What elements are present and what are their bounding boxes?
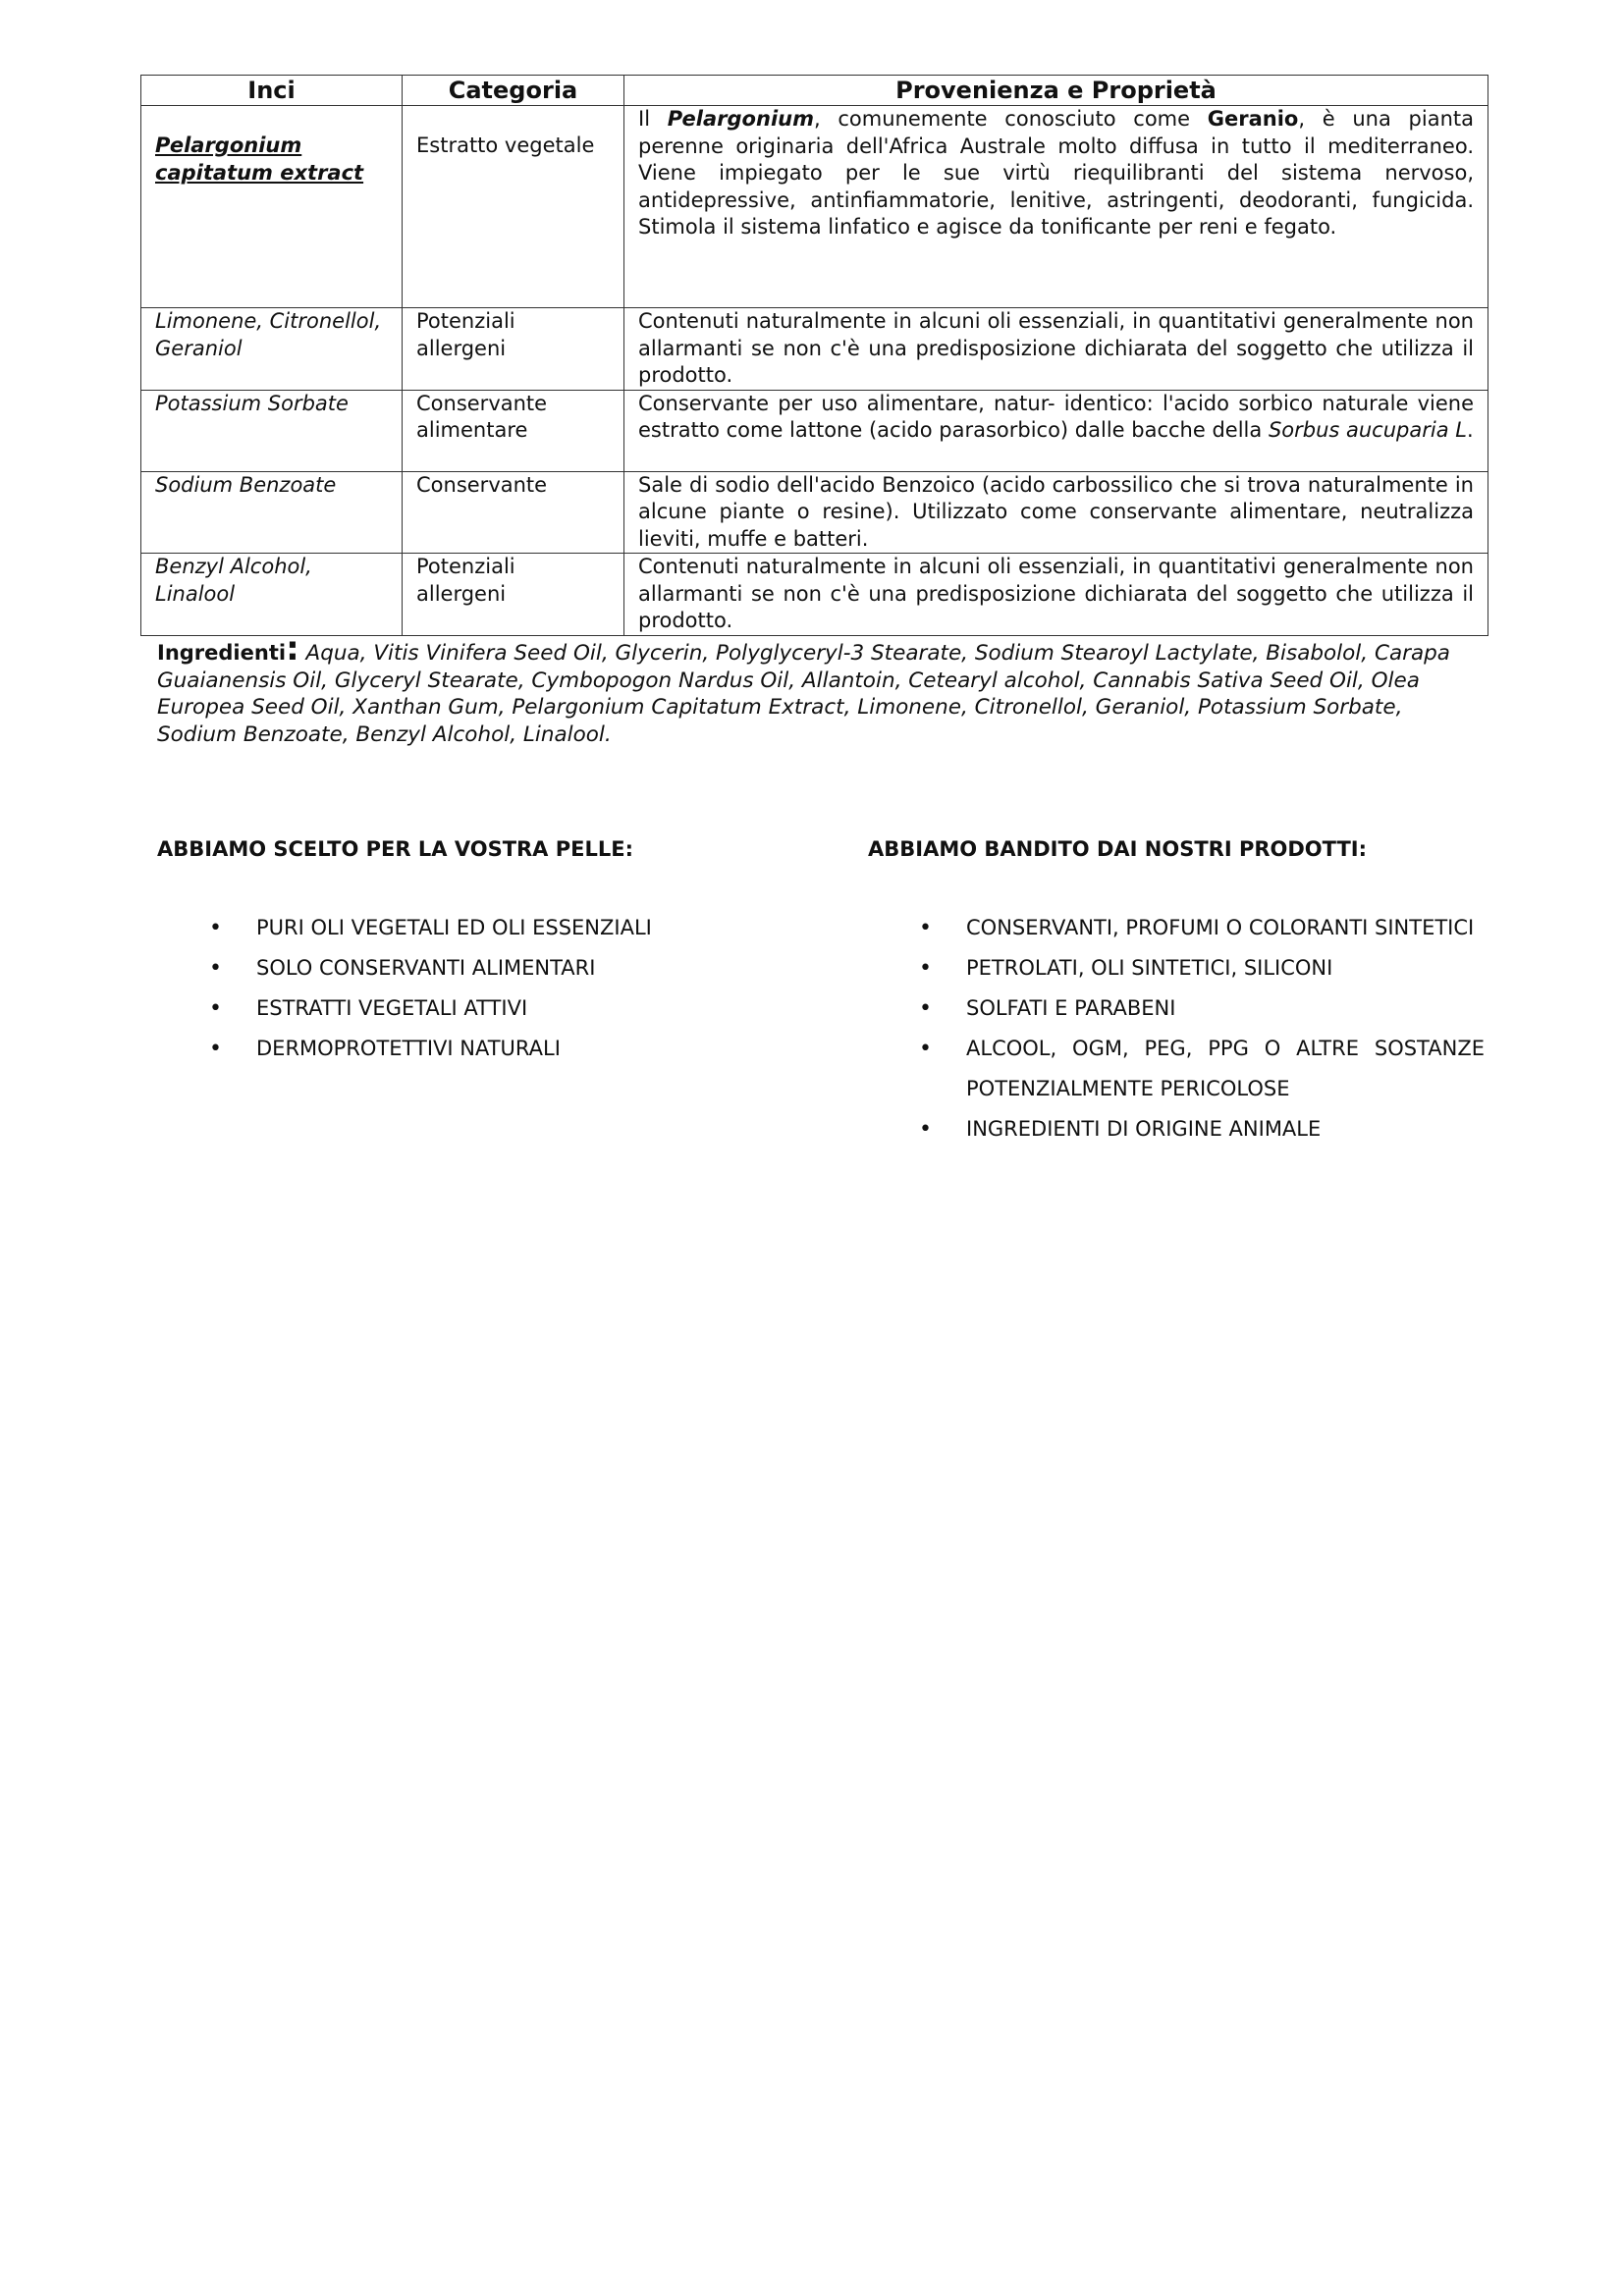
list-item: • SOLFATI E PARABENI [919, 988, 1485, 1029]
inci-name: Benzyl Alcohol, Linalool [141, 554, 403, 636]
ingredients-colon: : [286, 629, 299, 668]
inci-table [140, 75, 1488, 636]
list-item: • ESTRATTI VEGETALI ATTIVI [209, 988, 759, 1029]
inci-name: Potassium Sorbate [141, 390, 403, 471]
list-item: • PETROLATI, OLI SINTETICI, SILICONI [919, 948, 1485, 988]
table-row [141, 554, 1488, 636]
header-inci: Inci [141, 76, 403, 106]
description-cell: Sale di sodio dell'acido Benzoico (acido carbossilico che si trova naturalmente in alcune piante o resine). Utilizzato come conservante alimentare, neutralizza lieviti, muffe e batteri. [624, 471, 1488, 554]
categoria-cell: Potenziali allergeni [403, 308, 624, 391]
table-row [141, 308, 1488, 391]
description-cell: Il Pelargonium, comunemente conosciuto come Geranio, è una pianta perenne originaria dell'Africa Australe molto diffusa in tutto il mediterraneo. Viene impiegato per le sue virtù riequilibranti del sistema nervoso, antidepressive, antinfiammatorie, lenitive, astringenti, deodoranti, fungicida. Stimola il sistema linfatico e agisce da tonificante per reni e fegato. [624, 106, 1488, 308]
banned-list [919, 908, 1485, 1149]
description-cell: Conservante per uso alimentare, natur- identico: l'acido sorbico naturale viene estratto come lattone (acido parasorbico) dalle bacche della Sorbus aucuparia L. [624, 390, 1488, 471]
ingredients-label: Ingredienti [157, 641, 287, 665]
table-row [141, 106, 1488, 308]
chosen-list [209, 908, 759, 1069]
list-item: • PURI OLI VEGETALI ED OLI ESSENZIALI [209, 908, 759, 948]
chosen-title: ABBIAMO SCELTO PER LA VOSTRA PELLE: [157, 837, 633, 861]
banned-title: ABBIAMO BANDITO DAI NOSTRI PRODOTTI: [868, 837, 1367, 861]
ingredients-list: Aqua, Vitis Vinifera Seed Oil, Glycerin, Polyglyceryl-3 Stearate, Sodium Stearoyl Lactylate, Bisabolol, Carapa Guaianensis Oil, Glyceryl Stearate, Cymbopogon Nardus Oil, Allantoin, Cetearyl alcohol, Cannabis Sativa Seed Oil, Olea Europea Seed Oil, Xanthan Gum, Pelargonium Capitatum Extract, Limonene, Citronellol, Geraniol, Potassium Sorbate, Sodium Benzoate, Benzyl Alcohol, Linalool. [157, 641, 1450, 747]
inci-name: Sodium Benzoate [141, 471, 403, 554]
categoria-cell: Conservante alimentare [403, 390, 624, 471]
categoria-cell: Estratto vegetale [403, 106, 624, 308]
inci-name: Pelargonium capitatum extract [141, 106, 403, 308]
description-cell: Contenuti naturalmente in alcuni oli essenziali, in quantitativi generalmente non allarmanti se non c'è una predisposizione dichiarata del soggetto che utilizza il prodotto. [624, 308, 1488, 391]
list-item: • ALCOOL, OGM, PEG, PPG O ALTRE SOSTANZE POTENZIALMENTE PERICOLOSE [919, 1029, 1485, 1109]
list-item: • DERMOPROTETTIVI NATURALI [209, 1029, 759, 1069]
categoria-cell: Potenziali allergeni [403, 554, 624, 636]
list-item: • CONSERVANTI, PROFUMI O COLORANTI SINTETICI [919, 908, 1485, 948]
ingredients-paragraph [157, 629, 1483, 748]
header-categoria: Categoria [403, 76, 624, 106]
header-provenienza: Provenienza e Proprietà [624, 76, 1488, 106]
table-header-row [141, 76, 1488, 106]
table-row [141, 471, 1488, 554]
table-row [141, 390, 1488, 471]
list-item: • INGREDIENTI DI ORIGINE ANIMALE [919, 1109, 1485, 1149]
categoria-cell: Conservante [403, 471, 624, 554]
list-item: • SOLO CONSERVANTI ALIMENTARI [209, 948, 759, 988]
inci-name: Limonene, Citronellol, Geraniol [141, 308, 403, 391]
description-cell: Contenuti naturalmente in alcuni oli essenziali, in quantitativi generalmente non allarmanti se non c'è una predisposizione dichiarata del soggetto che utilizza il prodotto. [624, 554, 1488, 636]
